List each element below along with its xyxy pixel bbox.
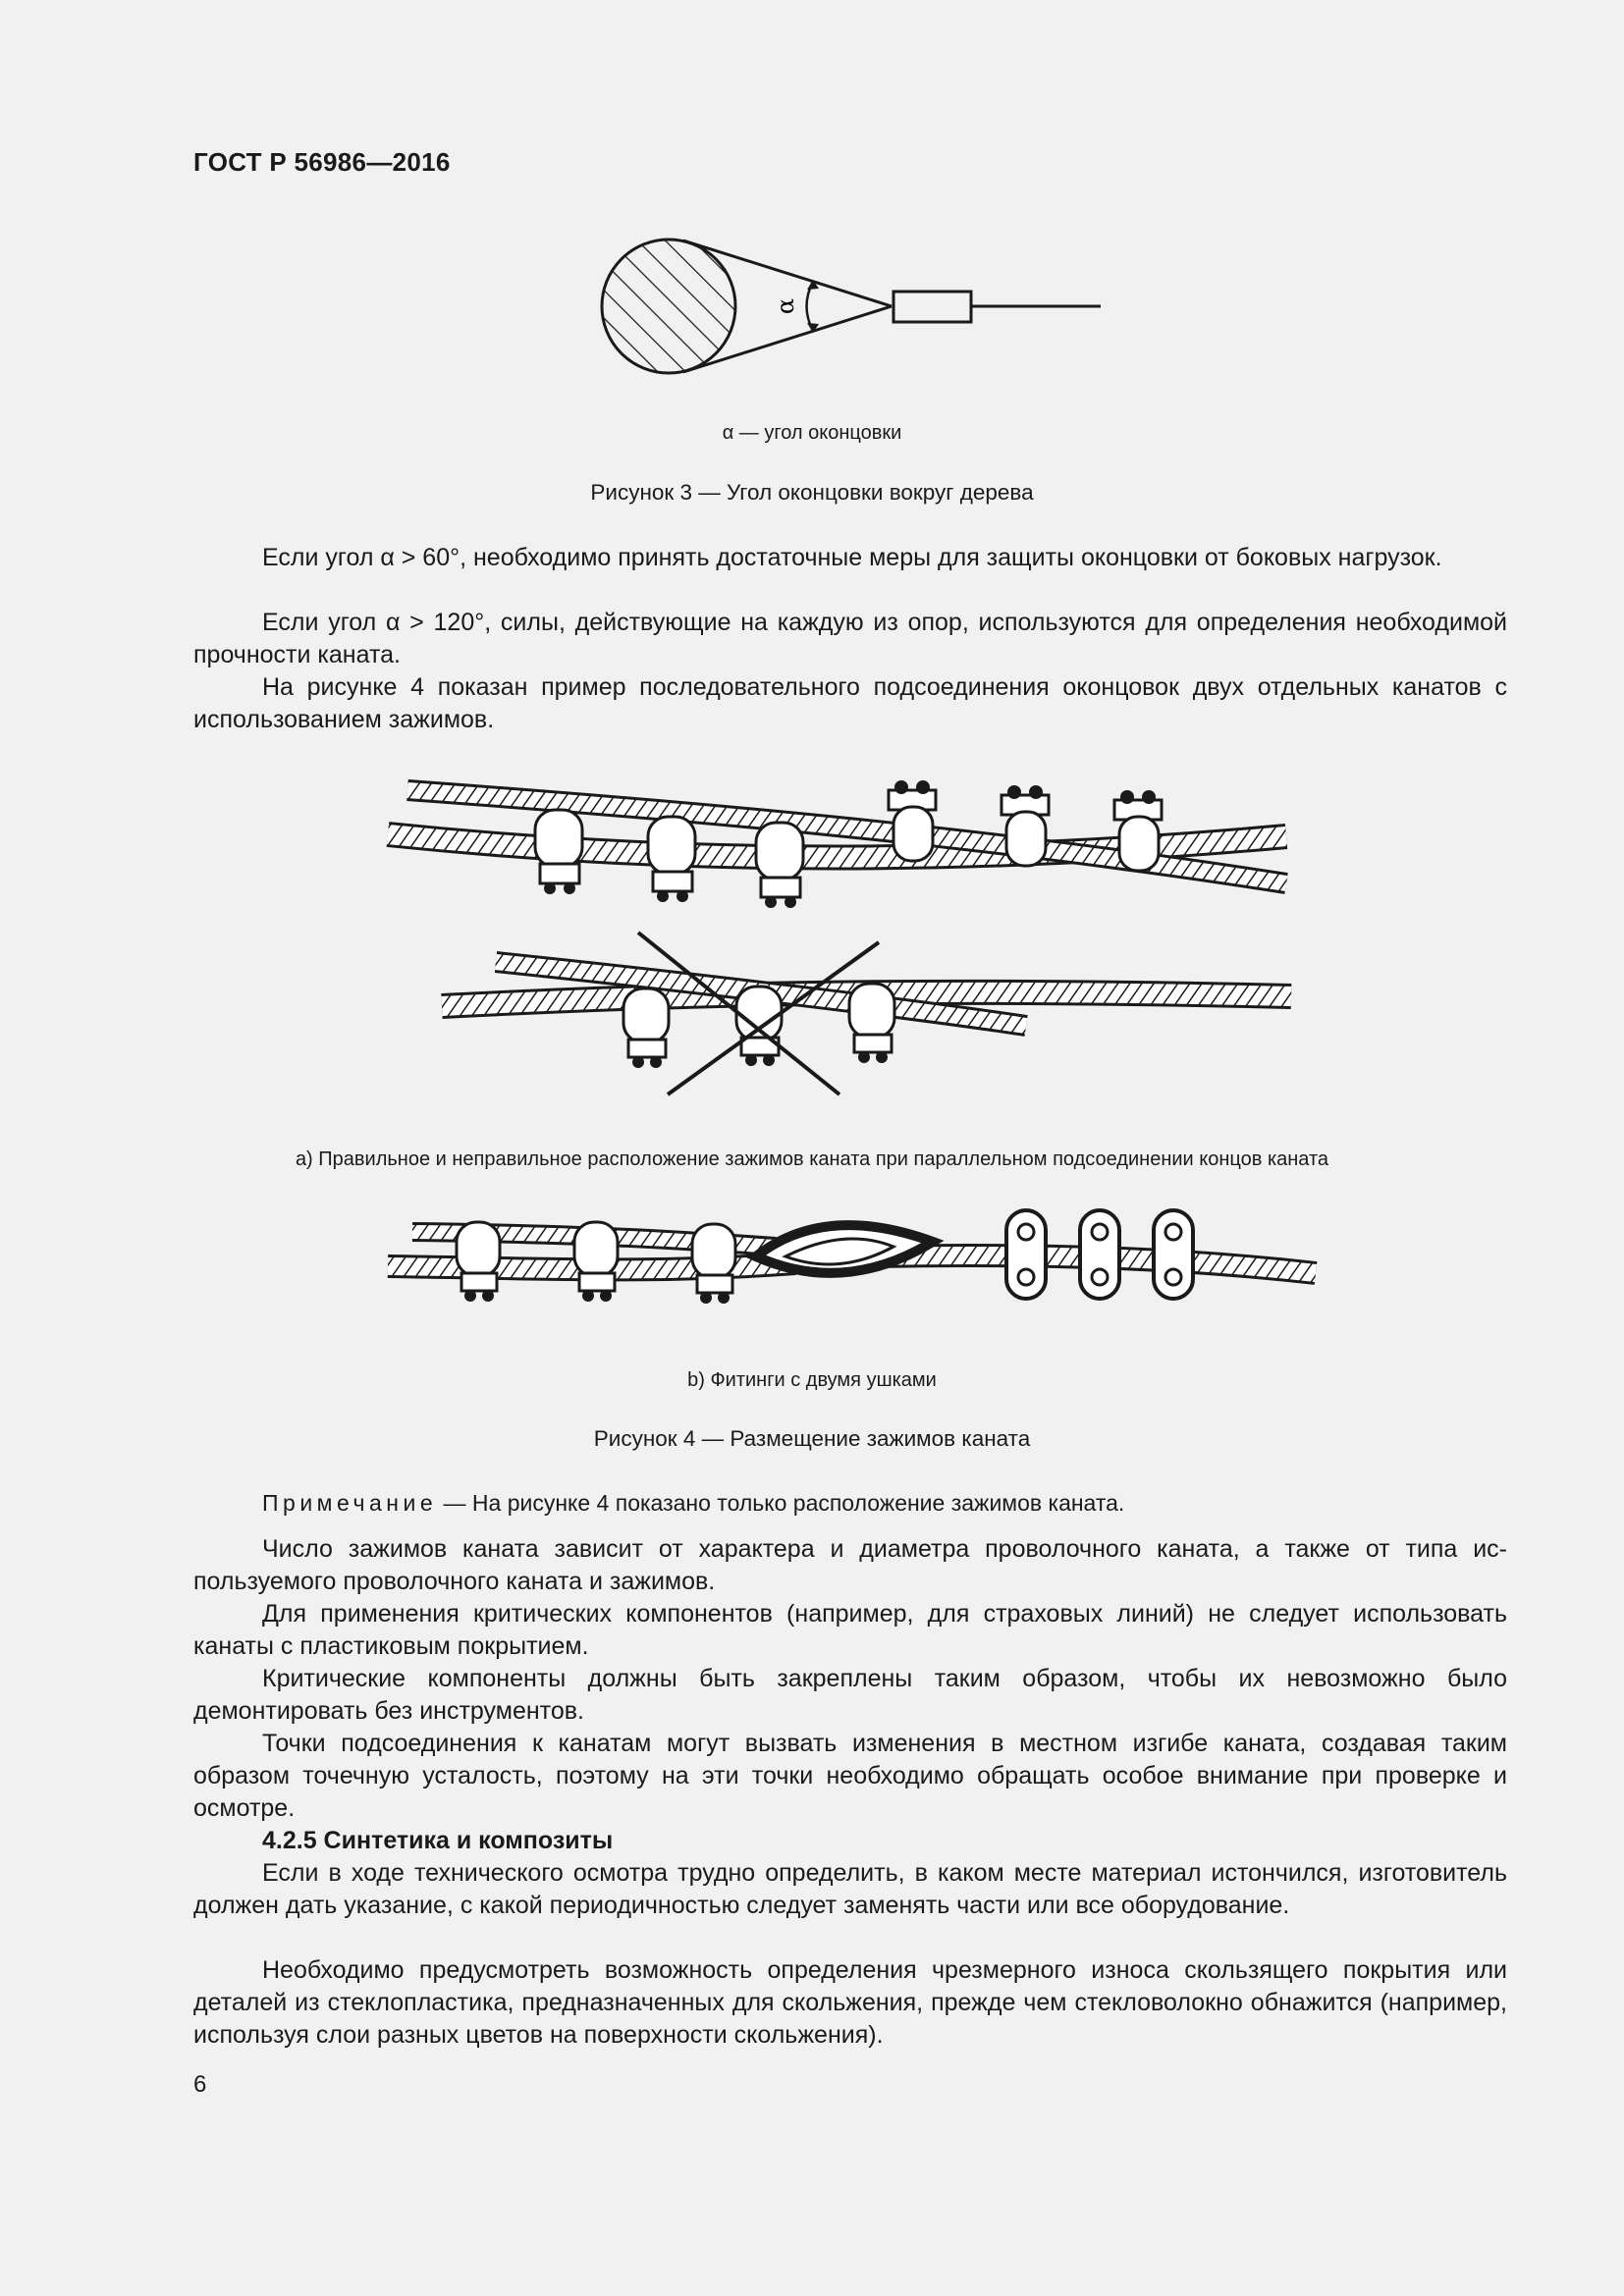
double-eye-fitting [1080,1210,1119,1299]
document-code: ГОСТ Р 56986—2016 [193,147,451,177]
u-bolt-clamp [756,823,803,908]
figure-3-caption: Рисунок 3 — Угол оконцовки вокруг дерева [590,480,1034,505]
u-bolt-clamp [623,988,669,1068]
figure-4a-incorrect-clamps [437,928,1301,1099]
u-bolt-clamp-inverted [889,780,936,861]
note-text: — На рисунке 4 показано только расположение зажимов каната. [437,1490,1125,1516]
figure-4a-correct-clamps [383,766,1326,928]
double-eye-fitting [1154,1210,1193,1299]
double-eye-fitting [1006,1210,1046,1299]
cross-out-line [668,942,879,1095]
u-bolt-clamp [535,810,582,894]
paragraph-plastic-coating: Для применения критических компонентов (например, для страховых линий) не следует использовать канаты с пластиковым покрытием. [193,1600,1507,1660]
u-bolt-clamp [849,984,894,1063]
paragraph-inspection: Если в ходе технического осмотра трудно определить, в каком месте материал истончился, изготовитель должен дать указание, с какой периодичностью следует заменять части или все оборудование. [193,1859,1507,1919]
paragraph-critical-components: Критические компоненты должны быть закреплены таким образом, чтобы их невозможно было демонтировать без инструментов. [193,1665,1507,1725]
figure-3-diagram [589,221,1119,398]
alpha-label: α [772,297,799,315]
u-bolt-clamp-inverted [1114,790,1162,871]
section-heading: 4.2.5 Синтетика и композиты [262,1827,614,1854]
paragraph-figure-4-intro: На рисунке 4 показан пример последовательного подсоединения оконцовок двух отдельных канатов с использованием зажимов. [193,673,1507,733]
u-bolt-clamp-inverted [1001,785,1049,866]
u-bolt-clamp [574,1222,618,1302]
page-number: 6 [193,2071,207,2098]
u-bolt-clamp [692,1224,735,1304]
note-label: Примечание [262,1490,438,1516]
u-bolt-clamp [648,817,695,902]
paragraph-angle-60: Если угол α > 60°, необходимо принять достаточные меры для защиты оконцовки от боковых нагрузок. [262,544,1442,571]
ferrule-box [893,292,971,322]
paragraph-wear-detection: Необходимо предусмотреть возможность определения чрезмерного износа скользящего покрытия или деталей из стеклопластика, предназначенных для скольжения, прежде чем стекловолокно обнажится (например, используя слои разных цветов на поверхности скольжения). [193,1956,1507,2049]
paragraph-connection-points: Точки подсоединения к канатам могут вызвать изменения в местном изгибе каната, создавая таким образом точечную усталость, поэтому на эти точки необходимо обращать особое внимание при проверке и осмотре. [193,1730,1507,1822]
note [193,1487,1507,1520]
figure-3-legend: α — угол оконцовки [722,422,902,444]
figure-4b-caption: b) Фитинги с двумя ушками [687,1369,937,1391]
figure-4a-caption: а) Правильное и неправильное расположение зажимов каната при параллельном подсоединении концов каната [295,1148,1329,1170]
tree-cross-section [602,240,735,373]
figure-4-caption: Рисунок 4 — Размещение зажимов каната [593,1426,1031,1451]
paragraph-angle-120: Если угол α > 120°, силы, действующие на каждую из опор, используются для определения необходимой прочности каната. [193,609,1507,668]
paragraph-clamp-count: Число зажимов каната зависит от характера и диаметра проволочного каната, а также от типа используемого проволочного каната и зажимов. [193,1535,1507,1595]
figure-4b-double-eye-fittings [383,1202,1326,1325]
u-bolt-clamp [457,1222,500,1302]
